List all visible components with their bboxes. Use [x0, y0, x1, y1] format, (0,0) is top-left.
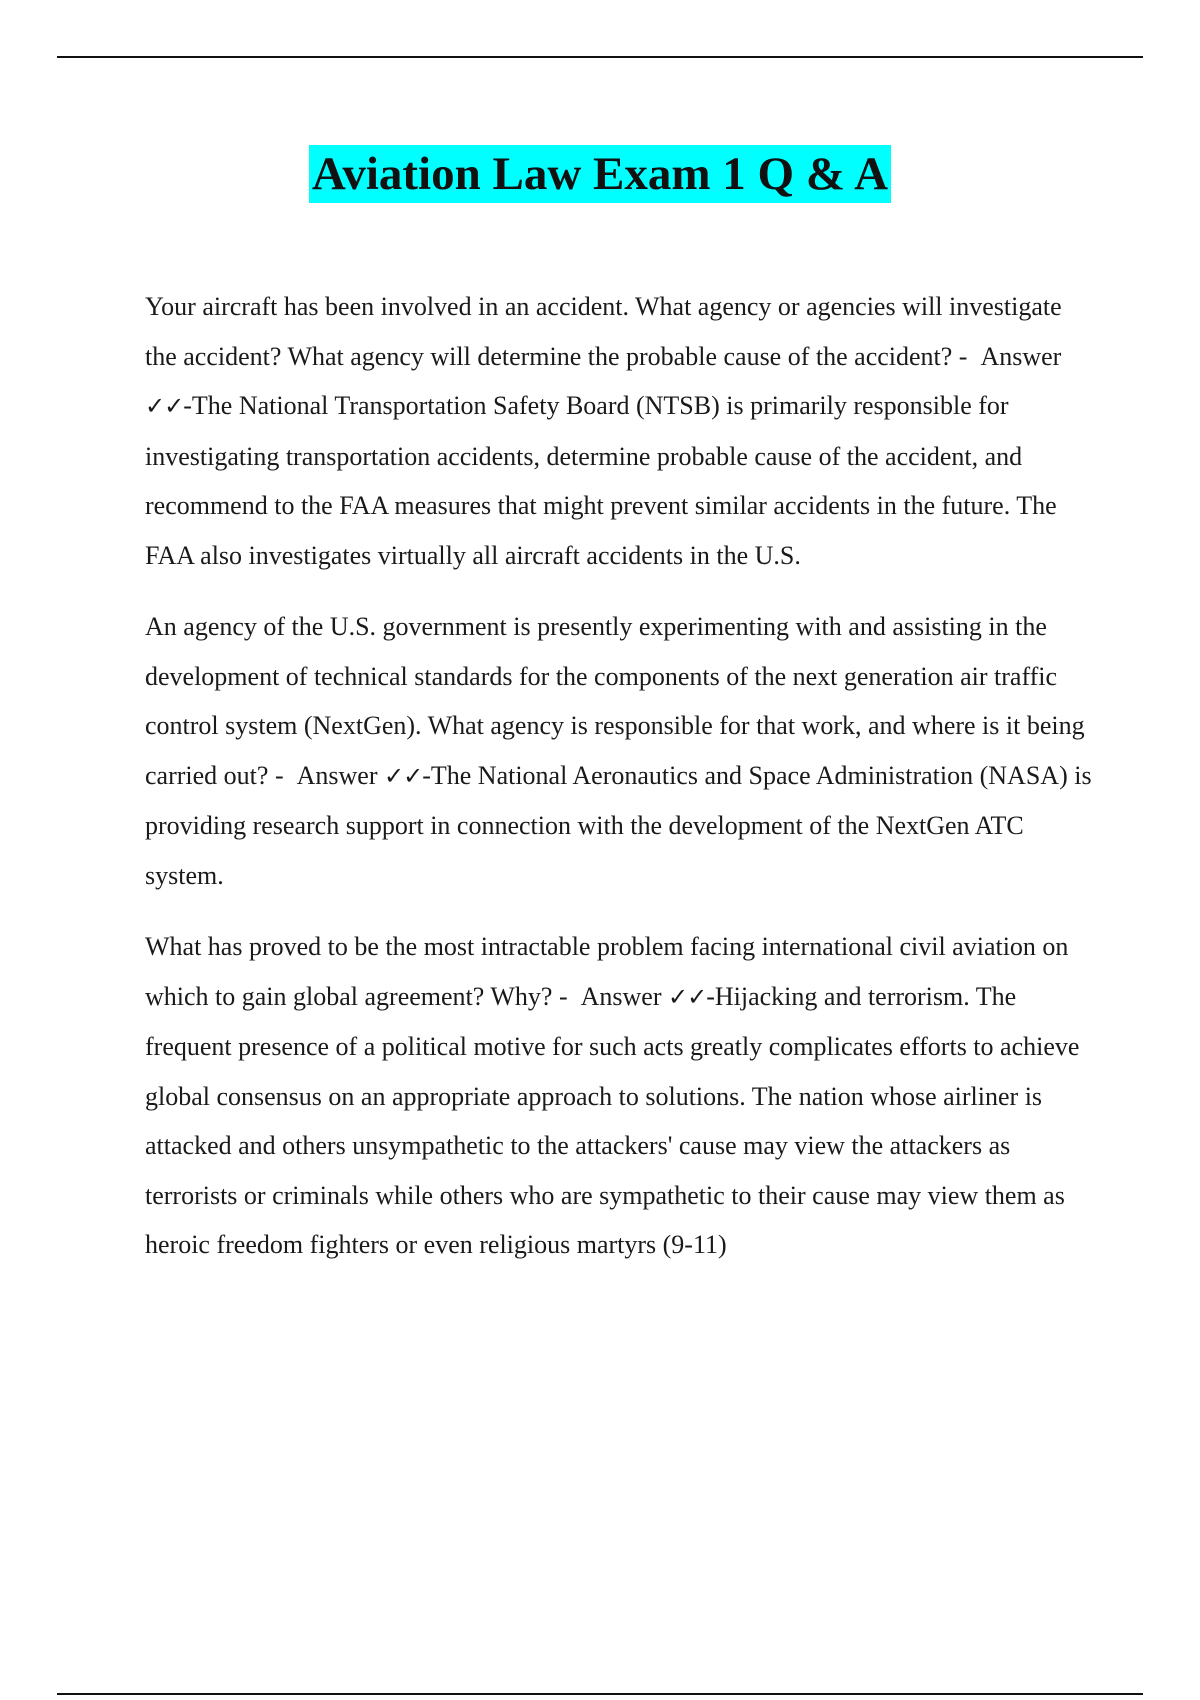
page-title: Aviation Law Exam 1 Q & A	[309, 145, 891, 203]
question-text: Your aircraft has been involved in an accident. What agency or agencies will investigate the accident? What agency will determine the probable cause of the accident?	[145, 292, 1062, 371]
double-check-icon: ✓✓	[145, 392, 184, 420]
title-container	[0, 145, 1200, 203]
answer-text: The National Transportation Safety Board (NTSB) is primarily responsible for investigating transportation accidents, determine probable cause of the accident, and recommend to the FAA measures that might prevent similar accidents in the future. The FAA also investigates virtually all aircraft accidents in the U.S.	[145, 391, 1057, 570]
qa-item: What has proved to be the most intractable problem facing international civil aviation on which to gain global agreement? Why? - Answer ✓✓-Hijacking and terrorism. The frequent presence of a political motive for such acts greatly complicates efforts to achieve global consensus on an appropriate approach to solutions. The nation whose airliner is attacked and others unsympathetic to the attackers' cause may view the attackers as terrorists or criminals while others who are sympathetic to their cause may view them as heroic freedom fighters or even religious martyrs (9-11)	[145, 932, 1080, 1259]
question-text: An agency of the U.S. government is presently experimenting with and assisting in the development of technical standards for the components of the next generation air traffic control system (NextGen). What agency is responsible for that work, and where is it being carried out?	[145, 612, 1085, 790]
double-check-icon: ✓✓	[383, 761, 423, 790]
qa-item: An agency of the U.S. government is presently experimenting with and assisting in the development of technical standards for the components of the next generation air traffic control system (NextGen). What agency is responsible for that work, and where is it being carried out? - Answer ✓✓-The National Aeronautics and Space Administration (NASA) is providing research support in connection with the development of the NextGen ATC system.	[145, 612, 1092, 890]
answer-text: Hijacking and terrorism. The frequent presence of a political motive for such acts greatly complicates efforts to achieve global consensus on an appropriate approach to solutions. The nation whose airliner is attacked and others unsympathetic to the attackers' cause may view the attackers as terrorists or criminals while others who are sympathetic to their cause may view them as heroic freedom fighters or even religious martyrs (9-11)	[145, 981, 1080, 1259]
double-check-icon: ✓✓	[667, 982, 707, 1011]
question-text: What has proved to be the most intractable problem facing international civil aviation on which to gain global agreement? Why?	[145, 932, 1069, 1011]
qa-list	[145, 282, 1095, 1292]
answer-label: Answer	[296, 760, 378, 790]
answer-label: Answer	[580, 981, 662, 1011]
qa-item: Your aircraft has been involved in an accident. What agency or agencies will investigate the accident? What agency will determine the probable cause of the accident? - Answer ✓✓-The National Transportation Safety Board (NTSB) is primarily responsible for investigating transportation accidents, determine probable cause of the accident, and recommend to the FAA measures that might prevent similar accidents in the future. The FAA also investigates virtually all aircraft accidents in the U.S.	[145, 292, 1062, 570]
answer-label: Answer	[980, 341, 1062, 371]
top-rule	[57, 56, 1143, 58]
answer-text: The National Aeronautics and Space Administration (NASA) is providing research support in connection with the development of the NextGen ATC system.	[145, 760, 1092, 890]
bottom-rule	[57, 1693, 1143, 1695]
